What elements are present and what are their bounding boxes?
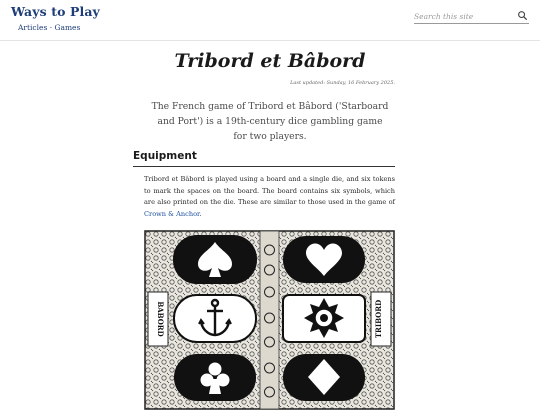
board-image: [144, 230, 395, 410]
site-title-link[interactable]: Ways to Play: [11, 4, 100, 19]
equipment-paragraph: [144, 174, 395, 220]
article-lede: The French game of Tribord et Bâbord ('Starboard and Port') is a 19th-century dice gambling game for two players.: [151, 101, 389, 142]
page-title: Tribord et Bâbord: [174, 50, 366, 72]
board-label-left: BABORD: [156, 301, 165, 337]
site-nav: [18, 23, 80, 32]
nav-games-link[interactable]: Games: [54, 23, 81, 32]
section-heading-equipment: Equipment: [133, 150, 197, 162]
nav-separator: ·: [49, 23, 53, 32]
search-input[interactable]: [414, 9, 514, 23]
board-label-right: TRIBORD: [374, 299, 383, 339]
board-illustration: [144, 230, 395, 410]
sun-icon: [304, 298, 344, 338]
search-icon[interactable]: [517, 10, 528, 21]
equipment-text: Tribord et Bâbord is played using a board and a single die, and six tokens to mark the spaces on the board. The board contains six symbols, which are also printed on the die. These are similar to those used in the game of: [144, 175, 395, 206]
equipment-text-end: .: [199, 209, 202, 218]
crown-and-anchor-link[interactable]: Crown & Anchor: [144, 209, 200, 218]
nav-articles-link[interactable]: Articles: [18, 23, 48, 32]
last-updated: Last updated: Sunday, 16 February 2025.: [290, 80, 395, 86]
search-box: [414, 9, 529, 24]
site-header: [0, 0, 540, 41]
section-divider: [133, 166, 395, 167]
